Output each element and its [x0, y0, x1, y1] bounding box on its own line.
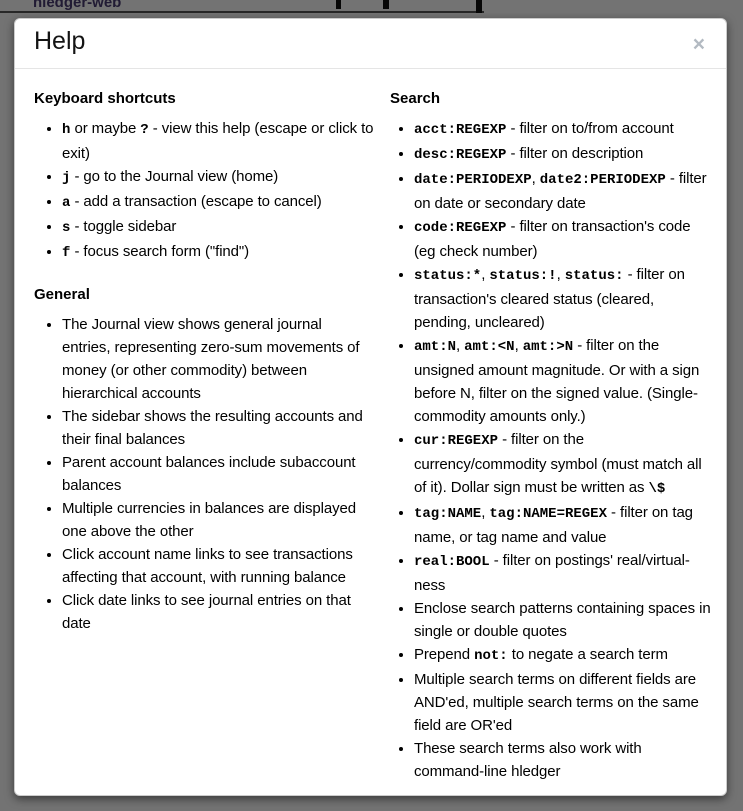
list-item: • Click date links to see journal entries on that date	[62, 589, 374, 635]
help-column-left	[34, 90, 390, 796]
list-item: • These search terms also work with command-line hledger	[414, 737, 712, 783]
list-item: • Click account name links to see transactions affecting that account, with running balance	[62, 543, 374, 589]
list-item: • tag:NAME, tag:NAME=REGEX - filter on tag name, or tag name and value	[414, 501, 712, 549]
list-item: • date:PERIODEXP, date2:PERIODEXP - filter on date or secondary date	[414, 167, 712, 215]
list-item: • code:REGEXP - filter on transaction's code (eg check number)	[414, 215, 712, 263]
code-term: real:BOOL	[414, 554, 490, 570]
modal-body	[15, 69, 726, 796]
list-item: • Prepend not: to negate a search term	[414, 643, 712, 668]
code-term: amt:N	[414, 339, 457, 355]
list-item: • s - toggle sidebar	[62, 215, 374, 240]
code-term: f	[62, 245, 71, 261]
code-term: \$	[648, 481, 666, 497]
list-item: • real:BOOL - filter on postings' real/virtual-ness	[414, 549, 712, 597]
section-heading-search: Search	[390, 90, 441, 107]
help-dialog	[14, 18, 727, 796]
code-term: date:PERIODEXP	[414, 172, 532, 188]
close-button[interactable]: ×	[692, 33, 705, 56]
modal-header	[15, 19, 726, 69]
section-list-general	[34, 313, 374, 635]
code-term: s	[62, 220, 71, 236]
modal-title: Help	[34, 27, 86, 55]
code-term: amt:>N	[522, 339, 574, 355]
help-column-right	[390, 90, 712, 796]
list-item: • cur:REGEXP - filter on the currency/commodity symbol (must match all of it). Dollar sign must be written as \$	[414, 428, 712, 501]
code-term: cur:REGEXP	[414, 433, 499, 449]
list-item: • acct:REGEXP - filter on to/from account	[414, 117, 712, 142]
list-item: • j - go to the Journal view (home)	[62, 165, 374, 190]
list-item: • Multiple search terms on different fields are AND'ed, multiple search terms on the same field are OR'ed	[414, 668, 712, 737]
list-item: • Multiple currencies in balances are displayed one above the other	[62, 497, 374, 543]
code-term: acct:REGEXP	[414, 122, 507, 138]
list-item: • Enclose search patterns containing spaces in single or double quotes	[414, 597, 712, 643]
section-heading-keyboard-shortcuts: Keyboard shortcuts	[34, 90, 176, 107]
code-term: desc:REGEXP	[414, 147, 507, 163]
code-term: status:	[564, 268, 624, 284]
code-term: a	[62, 195, 71, 211]
list-item: • status:*, status:!, status: - filter on transaction's cleared status (cleared, pending, uncleared)	[414, 263, 712, 334]
code-term: j	[62, 170, 71, 186]
list-item: • desc:REGEXP - filter on description	[414, 142, 712, 167]
list-item: • h or maybe ? - view this help (escape or click to exit)	[62, 117, 374, 165]
code-term: amt:<N	[464, 339, 515, 355]
code-term: tag:NAME	[414, 506, 482, 522]
list-item: • Parent account balances include subaccount balances	[62, 451, 374, 497]
code-term: status:!	[489, 268, 557, 284]
code-term: code:REGEXP	[414, 220, 507, 236]
code-term: date2:PERIODEXP	[539, 172, 666, 188]
list-item: • f - focus search form ("find")	[62, 240, 374, 265]
code-term: status:*	[414, 268, 482, 284]
list-item: • a - add a transaction (escape to cancel)	[62, 190, 374, 215]
list-item: • The sidebar shows the resulting accounts and their final balances	[62, 405, 374, 451]
code-term: h	[62, 122, 71, 138]
list-item: • The Journal view shows general journal entries, representing zero-sum movements of money (or other commodity) between hierarchical accounts	[62, 313, 374, 405]
code-term: ?	[140, 122, 149, 138]
code-term: tag:NAME=REGEX	[489, 506, 607, 522]
code-term: not:	[474, 648, 508, 664]
section-list-search	[390, 117, 712, 783]
list-item: • amt:N, amt:<N, amt:>N - filter on the unsigned amount magnitude. Or with a sign before N, filter on the signed value. (Single-commodity amounts only.)	[414, 334, 712, 428]
section-heading-general: General	[34, 286, 90, 303]
section-list-keyboard-shortcuts	[34, 117, 374, 265]
